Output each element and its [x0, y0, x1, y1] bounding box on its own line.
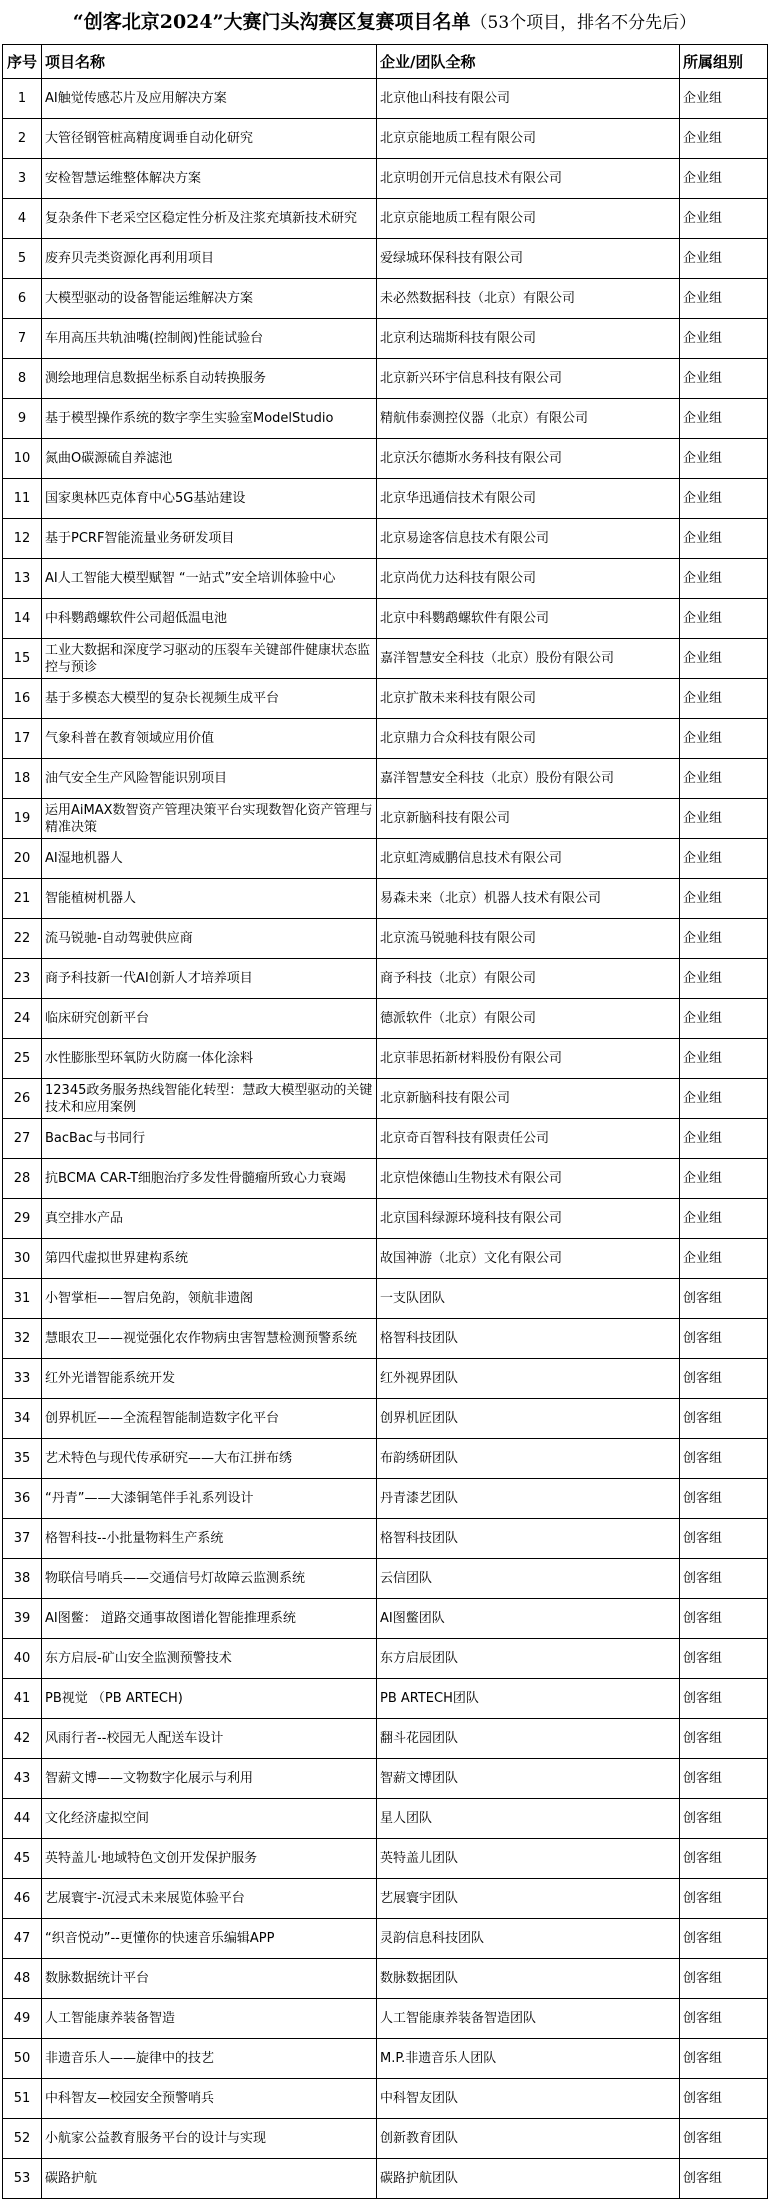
table-row — [3, 839, 768, 879]
title-subtitle: （53个项目，排名不分先后） — [470, 13, 697, 33]
table-row — [3, 519, 768, 559]
group-name: 创客组 — [680, 1319, 768, 1359]
project-name: 水性膨胀型环氧防火防腐一体化涂料 — [42, 1039, 377, 1079]
group-name: 企业组 — [680, 399, 768, 439]
project-name: 创界机匠——全流程智能制造数字化平台 — [42, 1399, 377, 1439]
row-index: 25 — [3, 1039, 42, 1079]
table-row — [3, 1399, 768, 1439]
row-index: 52 — [3, 2119, 42, 2159]
group-name: 创客组 — [680, 1519, 768, 1559]
row-index: 47 — [3, 1919, 42, 1959]
table-row — [3, 2159, 768, 2199]
table-row — [3, 439, 768, 479]
company-name: 北京菲思拓新材料股份有限公司 — [377, 1039, 680, 1079]
row-index: 4 — [3, 199, 42, 239]
row-index: 14 — [3, 599, 42, 639]
company-name: 格智科技团队 — [377, 1519, 680, 1559]
table-row — [3, 1759, 768, 1799]
table-row — [3, 359, 768, 399]
group-name: 创客组 — [680, 2159, 768, 2199]
row-index: 15 — [3, 639, 42, 679]
table-row — [3, 679, 768, 719]
project-name: 国家奥林匹克体育中心5G基站建设 — [42, 479, 377, 519]
group-name: 创客组 — [680, 1559, 768, 1599]
project-name: AI图鳖： 道路交通事故图谱化智能推理系统 — [42, 1599, 377, 1639]
group-name: 企业组 — [680, 159, 768, 199]
table-row — [3, 1679, 768, 1719]
group-name: 企业组 — [680, 359, 768, 399]
group-name: 创客组 — [680, 1679, 768, 1719]
row-index: 5 — [3, 239, 42, 279]
row-index: 18 — [3, 759, 42, 799]
group-name: 企业组 — [680, 639, 768, 679]
project-name: 大管径钢管桩高精度调垂自动化研究 — [42, 119, 377, 159]
row-index: 38 — [3, 1559, 42, 1599]
project-name: 数脉数据统计平台 — [42, 1959, 377, 1999]
project-name: 智能植树机器人 — [42, 879, 377, 919]
row-index: 53 — [3, 2159, 42, 2199]
table-row — [3, 1999, 768, 2039]
table-row — [3, 1359, 768, 1399]
group-name: 创客组 — [680, 2119, 768, 2159]
header-index: 序号 — [3, 45, 42, 79]
group-name: 企业组 — [680, 719, 768, 759]
company-name: 北京中科鹦鹉螺软件有限公司 — [377, 599, 680, 639]
company-name: 北京利达瑞斯科技有限公司 — [377, 319, 680, 359]
project-name: 风雨行者--校园无人配送车设计 — [42, 1719, 377, 1759]
project-name: 英特盖儿·地域特色文创开发保护服务 — [42, 1839, 377, 1879]
project-table — [2, 44, 768, 2199]
project-name: 碳路护航 — [42, 2159, 377, 2199]
company-name: 嘉洋智慧安全科技（北京）股份有限公司 — [377, 639, 680, 679]
row-index: 43 — [3, 1759, 42, 1799]
company-name: 格智科技团队 — [377, 1319, 680, 1359]
company-name: 碳路护航团队 — [377, 2159, 680, 2199]
project-name: “织音悦动”--更懂你的快速音乐编辑APP — [42, 1919, 377, 1959]
table-row — [3, 1559, 768, 1599]
group-name: 创客组 — [680, 1999, 768, 2039]
project-name: 人工智能康养装备智造 — [42, 1999, 377, 2039]
table-row — [3, 479, 768, 519]
project-name: 油气安全生产风险智能识别项目 — [42, 759, 377, 799]
row-index: 28 — [3, 1159, 42, 1199]
group-name: 企业组 — [680, 519, 768, 559]
project-name: 车用高压共轨油嘴(控制阀)性能试验台 — [42, 319, 377, 359]
row-index: 44 — [3, 1799, 42, 1839]
project-name: 格智科技--小批量物料生产系统 — [42, 1519, 377, 1559]
table-row — [3, 1119, 768, 1159]
project-name: 12345政务服务热线智能化转型：慧政大模型驱动的关键技术和应用案例 — [42, 1079, 377, 1119]
project-name: PB视觉 （PB ARTECH) — [42, 1679, 377, 1719]
company-name: 北京沃尔德斯水务科技有限公司 — [377, 439, 680, 479]
project-name: BacBac与书同行 — [42, 1119, 377, 1159]
table-row — [3, 399, 768, 439]
group-name: 企业组 — [680, 199, 768, 239]
company-name: 北京明创开元信息技术有限公司 — [377, 159, 680, 199]
company-name: 德派软件（北京）有限公司 — [377, 999, 680, 1039]
company-name: 北京国科绿源环境科技有限公司 — [377, 1199, 680, 1239]
row-index: 27 — [3, 1119, 42, 1159]
row-index: 39 — [3, 1599, 42, 1639]
company-name: 北京京能地质工程有限公司 — [377, 119, 680, 159]
project-name: 基于多模态大模型的复杂长视频生成平台 — [42, 679, 377, 719]
company-name: 北京新脑科技有限公司 — [377, 799, 680, 839]
group-name: 企业组 — [680, 319, 768, 359]
company-name: M.P.非遗音乐人团队 — [377, 2039, 680, 2079]
group-name: 企业组 — [680, 439, 768, 479]
group-name: 企业组 — [680, 1199, 768, 1239]
row-index: 9 — [3, 399, 42, 439]
row-index: 35 — [3, 1439, 42, 1479]
project-name: AI触觉传感芯片及应用解决方案 — [42, 79, 377, 119]
company-name: 商予科技（北京）有限公司 — [377, 959, 680, 999]
group-name: 创客组 — [680, 2039, 768, 2079]
title-main: “创客北京2024”大赛门头沟赛区复赛项目名单 — [72, 11, 471, 33]
row-index: 6 — [3, 279, 42, 319]
table-row — [3, 1839, 768, 1879]
project-name: 中科智友—校园安全预警哨兵 — [42, 2079, 377, 2119]
company-name: 红外视界团队 — [377, 1359, 680, 1399]
project-name: 废弃贝壳类资源化再利用项目 — [42, 239, 377, 279]
table-row — [3, 1919, 768, 1959]
table-row — [3, 319, 768, 359]
table-row — [3, 599, 768, 639]
group-name: 创客组 — [680, 1399, 768, 1439]
company-name: 北京他山科技有限公司 — [377, 79, 680, 119]
project-name: 真空排水产品 — [42, 1199, 377, 1239]
row-index: 1 — [3, 79, 42, 119]
row-index: 45 — [3, 1839, 42, 1879]
table-row — [3, 1479, 768, 1519]
row-index: 16 — [3, 679, 42, 719]
project-name: 氮曲O碳源硫自养滤池 — [42, 439, 377, 479]
project-name: 运用AiMAX数智资产管理决策平台实现数智化资产管理与精准决策 — [42, 799, 377, 839]
table-row — [3, 559, 768, 599]
table-row — [3, 2079, 768, 2119]
table-row — [3, 759, 768, 799]
group-name: 创客组 — [680, 1479, 768, 1519]
row-index: 33 — [3, 1359, 42, 1399]
table-row — [3, 919, 768, 959]
row-index: 3 — [3, 159, 42, 199]
group-name: 创客组 — [680, 1959, 768, 1999]
row-index: 2 — [3, 119, 42, 159]
group-name: 企业组 — [680, 999, 768, 1039]
row-index: 36 — [3, 1479, 42, 1519]
company-name: AI图鳖团队 — [377, 1599, 680, 1639]
company-name: 一支队团队 — [377, 1279, 680, 1319]
group-name: 创客组 — [680, 1759, 768, 1799]
company-name: 未必然数据科技（北京）有限公司 — [377, 279, 680, 319]
company-name: 英特盖儿团队 — [377, 1839, 680, 1879]
company-name: 北京虹湾威鹏信息技术有限公司 — [377, 839, 680, 879]
project-name: 测绘地理信息数据坐标系自动转换服务 — [42, 359, 377, 399]
group-name: 创客组 — [680, 1279, 768, 1319]
company-name: 北京华迅通信技术有限公司 — [377, 479, 680, 519]
table-row — [3, 1279, 768, 1319]
table-row — [3, 1799, 768, 1839]
table-row — [3, 879, 768, 919]
row-index: 11 — [3, 479, 42, 519]
row-index: 21 — [3, 879, 42, 919]
company-name: 丹青漆艺团队 — [377, 1479, 680, 1519]
table-row — [3, 719, 768, 759]
group-name: 企业组 — [680, 759, 768, 799]
company-name: 翻斗花园团队 — [377, 1719, 680, 1759]
table-row — [3, 1519, 768, 1559]
company-name: 创界机匠团队 — [377, 1399, 680, 1439]
group-name: 创客组 — [680, 1439, 768, 1479]
company-name: 北京新兴环宇信息科技有限公司 — [377, 359, 680, 399]
group-name: 企业组 — [680, 879, 768, 919]
group-name: 企业组 — [680, 1119, 768, 1159]
table-row — [3, 199, 768, 239]
row-index: 40 — [3, 1639, 42, 1679]
row-index: 24 — [3, 999, 42, 1039]
row-index: 31 — [3, 1279, 42, 1319]
row-index: 50 — [3, 2039, 42, 2079]
project-name: “丹青”——大漆铜笔伴手礼系列设计 — [42, 1479, 377, 1519]
row-index: 23 — [3, 959, 42, 999]
group-name: 企业组 — [680, 599, 768, 639]
row-index: 32 — [3, 1319, 42, 1359]
project-name: 智薪文博——文物数字化展示与利用 — [42, 1759, 377, 1799]
table-row — [3, 1039, 768, 1079]
table-row — [3, 79, 768, 119]
company-name: 北京奇百智科技有限责任公司 — [377, 1119, 680, 1159]
row-index: 12 — [3, 519, 42, 559]
company-name: 北京易途客信息技术有限公司 — [377, 519, 680, 559]
group-name: 企业组 — [680, 1239, 768, 1279]
table-row — [3, 959, 768, 999]
group-name: 企业组 — [680, 119, 768, 159]
group-name: 创客组 — [680, 1639, 768, 1679]
project-name: 抗BCMA CAR-T细胞治疗多发性骨髓瘤所致心力衰竭 — [42, 1159, 377, 1199]
project-name: 基于模型操作系统的数字孪生实验室ModelStudio — [42, 399, 377, 439]
company-name: 嘉洋智慧安全科技（北京）股份有限公司 — [377, 759, 680, 799]
row-index: 20 — [3, 839, 42, 879]
company-name: 云信团队 — [377, 1559, 680, 1599]
table-row — [3, 2039, 768, 2079]
project-name: 艺术特色与现代传承研究——大布江拼布绣 — [42, 1439, 377, 1479]
project-name: 第四代虚拟世界建构系统 — [42, 1239, 377, 1279]
header-project-name: 项目名称 — [42, 45, 377, 79]
project-name: 流马锐驰-自动驾驶供应商 — [42, 919, 377, 959]
project-name: 临床研究创新平台 — [42, 999, 377, 1039]
table-row — [3, 279, 768, 319]
company-name: 数脉数据团队 — [377, 1959, 680, 1999]
company-name: PB ARTECH团队 — [377, 1679, 680, 1719]
group-name: 创客组 — [680, 2079, 768, 2119]
project-name: 小智掌柜——智启免韵，领航非遗阁 — [42, 1279, 377, 1319]
project-name: 红外光谱智能系统开发 — [42, 1359, 377, 1399]
table-row — [3, 159, 768, 199]
project-name: 基于PCRF智能流量业务研发项目 — [42, 519, 377, 559]
row-index: 34 — [3, 1399, 42, 1439]
company-name: 东方启辰团队 — [377, 1639, 680, 1679]
page-title — [0, 0, 769, 44]
row-index: 10 — [3, 439, 42, 479]
group-name: 企业组 — [680, 1079, 768, 1119]
group-name: 创客组 — [680, 1839, 768, 1879]
company-name: 灵韵信息科技团队 — [377, 1919, 680, 1959]
project-name: 气象科普在教育领域应用价值 — [42, 719, 377, 759]
table-row — [3, 1159, 768, 1199]
row-index: 22 — [3, 919, 42, 959]
table-row — [3, 1239, 768, 1279]
table-row — [3, 1319, 768, 1359]
table-row — [3, 639, 768, 679]
table-row — [3, 1639, 768, 1679]
project-name: 文化经济虚拟空间 — [42, 1799, 377, 1839]
project-name: 中科鹦鹉螺软件公司超低温电池 — [42, 599, 377, 639]
project-name: 非遗音乐人——旋律中的技艺 — [42, 2039, 377, 2079]
company-name: 北京京能地质工程有限公司 — [377, 199, 680, 239]
group-name: 企业组 — [680, 799, 768, 839]
row-index: 37 — [3, 1519, 42, 1559]
group-name: 创客组 — [680, 1799, 768, 1839]
group-name: 企业组 — [680, 479, 768, 519]
group-name: 创客组 — [680, 1719, 768, 1759]
table-row — [3, 1599, 768, 1639]
table-row — [3, 799, 768, 839]
group-name: 企业组 — [680, 679, 768, 719]
project-name: 物联信号哨兵——交通信号灯故障云监测系统 — [42, 1559, 377, 1599]
project-name: 大模型驱动的设备智能运维解决方案 — [42, 279, 377, 319]
group-name: 创客组 — [680, 1919, 768, 1959]
group-name: 企业组 — [680, 839, 768, 879]
group-name: 企业组 — [680, 1039, 768, 1079]
row-index: 29 — [3, 1199, 42, 1239]
company-name: 爱绿城环保科技有限公司 — [377, 239, 680, 279]
company-name: 故国神游（北京）文化有限公司 — [377, 1239, 680, 1279]
row-index: 17 — [3, 719, 42, 759]
row-index: 41 — [3, 1679, 42, 1719]
table-row — [3, 1199, 768, 1239]
row-index: 42 — [3, 1719, 42, 1759]
company-name: 北京新脑科技有限公司 — [377, 1079, 680, 1119]
row-index: 46 — [3, 1879, 42, 1919]
group-name: 企业组 — [680, 959, 768, 999]
group-name: 企业组 — [680, 559, 768, 599]
company-name: 精航伟泰测控仪器（北京）有限公司 — [377, 399, 680, 439]
project-name: AI湿地机器人 — [42, 839, 377, 879]
table-row — [3, 1879, 768, 1919]
row-index: 51 — [3, 2079, 42, 2119]
table-row — [3, 119, 768, 159]
group-name: 企业组 — [680, 919, 768, 959]
company-name: 智薪文博团队 — [377, 1759, 680, 1799]
company-name: 北京恺倈德山生物技术有限公司 — [377, 1159, 680, 1199]
company-name: 星人团队 — [377, 1799, 680, 1839]
project-name: 复杂条件下老采空区稳定性分析及注浆充填新技术研究 — [42, 199, 377, 239]
table-row — [3, 1079, 768, 1119]
company-name: 易森未来（北京）机器人技术有限公司 — [377, 879, 680, 919]
group-name: 企业组 — [680, 279, 768, 319]
table-row — [3, 1439, 768, 1479]
company-name: 创新教育团队 — [377, 2119, 680, 2159]
project-name: 东方启辰-矿山安全监测预警技术 — [42, 1639, 377, 1679]
company-name: 人工智能康养装备智造团队 — [377, 1999, 680, 2039]
group-name: 创客组 — [680, 1359, 768, 1399]
group-name: 创客组 — [680, 1599, 768, 1639]
row-index: 26 — [3, 1079, 42, 1119]
project-name: 工业大数据和深度学习驱动的压裂车关键部件健康状态监控与预诊 — [42, 639, 377, 679]
row-index: 49 — [3, 1999, 42, 2039]
project-name: AI人工智能大模型赋智 “一站式”安全培训体验中心 — [42, 559, 377, 599]
table-row — [3, 2119, 768, 2159]
group-name: 创客组 — [680, 1879, 768, 1919]
project-name: 艺展寰宇-沉浸式未来展览体验平台 — [42, 1879, 377, 1919]
header-company: 企业/团队全称 — [377, 45, 680, 79]
group-name: 企业组 — [680, 239, 768, 279]
table-header-row — [3, 45, 768, 79]
row-index: 13 — [3, 559, 42, 599]
row-index: 8 — [3, 359, 42, 399]
project-name: 慧眼农卫——视觉强化农作物病虫害智慧检测预警系统 — [42, 1319, 377, 1359]
table-row — [3, 239, 768, 279]
project-name: 商予科技新一代AI创新人才培养项目 — [42, 959, 377, 999]
group-name: 企业组 — [680, 1159, 768, 1199]
row-index: 19 — [3, 799, 42, 839]
header-group: 所属组别 — [680, 45, 768, 79]
company-name: 艺展寰宇团队 — [377, 1879, 680, 1919]
company-name: 北京尚优力达科技有限公司 — [377, 559, 680, 599]
project-name: 小航家公益教育服务平台的设计与实现 — [42, 2119, 377, 2159]
company-name: 北京鼎力合众科技有限公司 — [377, 719, 680, 759]
project-name: 安检智慧运维整体解决方案 — [42, 159, 377, 199]
row-index: 7 — [3, 319, 42, 359]
group-name: 企业组 — [680, 79, 768, 119]
row-index: 30 — [3, 1239, 42, 1279]
company-name: 北京流马锐驰科技有限公司 — [377, 919, 680, 959]
table-row — [3, 1719, 768, 1759]
company-name: 布韵绣研团队 — [377, 1439, 680, 1479]
table-row — [3, 1959, 768, 1999]
company-name: 北京扩散未来科技有限公司 — [377, 679, 680, 719]
row-index: 48 — [3, 1959, 42, 1999]
table-row — [3, 999, 768, 1039]
company-name: 中科智友团队 — [377, 2079, 680, 2119]
